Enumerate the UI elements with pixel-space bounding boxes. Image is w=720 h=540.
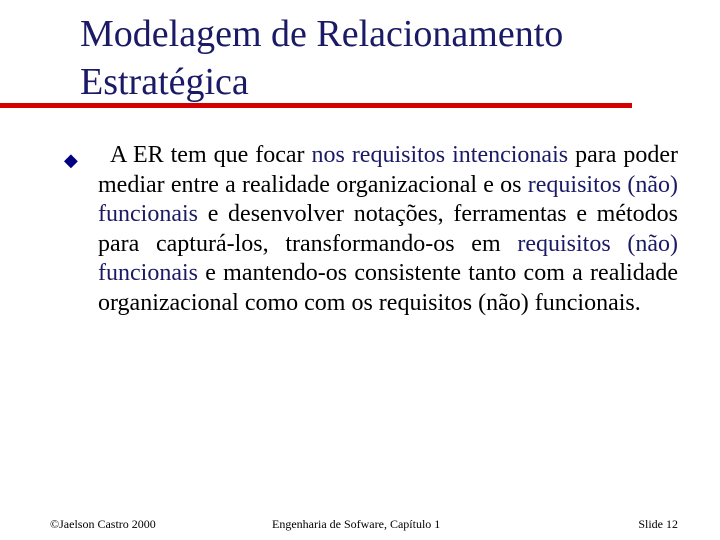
bullet-text xyxy=(98,141,678,319)
slide-title xyxy=(80,10,700,106)
body-highlight-2: requisitos (não) funcionais xyxy=(98,171,678,228)
title-line-1: Modelagem de Relacionamento xyxy=(80,13,564,55)
footer-copyright: ©Jaelson Castro 2000 xyxy=(50,517,156,531)
body-highlight-3: requisitos (não) funcionais xyxy=(98,230,678,287)
body-text-part-2: para poder mediar entre a realidade organizacional e os xyxy=(98,142,678,198)
body-text-part-4: e mantendo-os consistente tanto com a realidade organizacional como com os requisitos (não) funcionais. xyxy=(98,260,678,316)
bullet-icon: ◆ xyxy=(64,150,78,170)
title-line-2: Estratégica xyxy=(80,61,249,103)
title-underline-rule xyxy=(0,103,632,108)
body-highlight-1: nos requisitos intencionais xyxy=(311,142,569,168)
body-text-part-1: A ER tem que focar xyxy=(110,142,305,168)
body-text-part-3: e desenvolver notações, ferramentas e métodos para capturá-los, transformando-os em xyxy=(98,201,678,257)
footer-course: Engenharia de Sofware, Capítulo 1 xyxy=(272,517,441,531)
footer-slide-number: Slide 12 xyxy=(638,517,678,531)
